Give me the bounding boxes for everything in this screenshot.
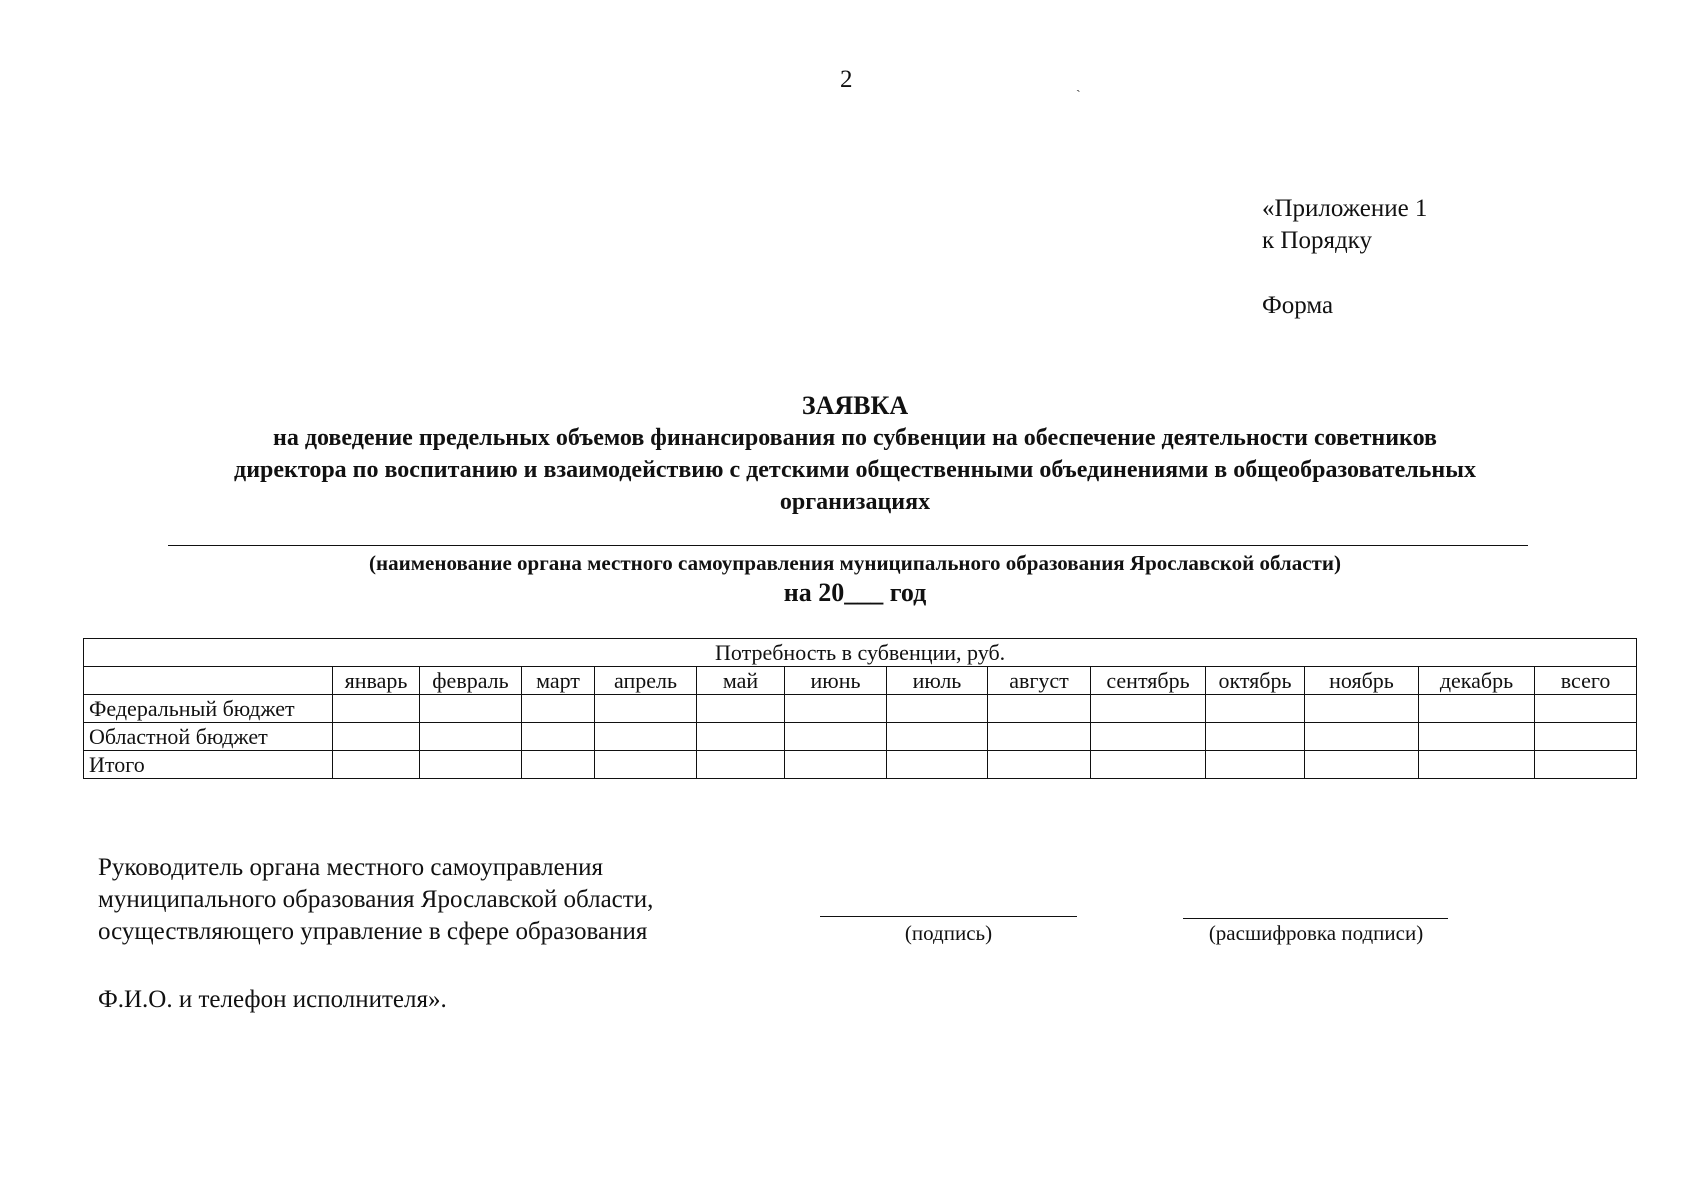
table-column-header: май (697, 667, 785, 695)
table-column-header: июнь (785, 667, 887, 695)
table-cell (887, 723, 988, 751)
table-cell (697, 723, 785, 751)
table-row-label: Федеральный бюджет (84, 695, 333, 723)
signer-line-3: осуществляющего управление в сфере образования (98, 918, 648, 945)
table-cell (420, 751, 522, 779)
table-cell (988, 751, 1091, 779)
table-cell (697, 695, 785, 723)
organization-name-line (168, 545, 1528, 546)
table-cell (333, 751, 420, 779)
table-cell (988, 723, 1091, 751)
table-cell (595, 723, 697, 751)
title-line-2: директора по воспитанию и взаимодействию с детскими общественными объединениями в общеобразовательных (234, 457, 1476, 483)
table-cell (1091, 723, 1206, 751)
title-line-3: организациях (779, 489, 931, 515)
table-cell (887, 751, 988, 779)
table-row-label: Итого (84, 751, 333, 779)
table-column-header: всего (1535, 667, 1637, 695)
table-cell (420, 723, 522, 751)
table-column-header: март (522, 667, 595, 695)
signer-block (98, 852, 653, 948)
table-month-header-row (84, 667, 1637, 695)
title-main: ЗАЯВКА (801, 391, 909, 420)
appendix-header (1262, 193, 1427, 322)
signature-decode-caption: (расшифровка подписи) (1208, 921, 1424, 945)
table-row (84, 695, 1637, 723)
table-cell (785, 695, 887, 723)
table-cell (522, 723, 595, 751)
page-number: 2 (840, 66, 853, 93)
executor-line: Ф.И.О. и телефон исполнителя». (98, 986, 447, 1013)
table-column-header: февраль (420, 667, 522, 695)
table-cell (785, 751, 887, 779)
table-cell (1305, 695, 1419, 723)
table-cell (333, 695, 420, 723)
signature-caption: (подпись) (904, 921, 993, 945)
table-cell (1206, 695, 1305, 723)
table-cell (595, 751, 697, 779)
table-column-header: январь (333, 667, 420, 695)
signer-line-1: Руководитель органа местного самоуправления (98, 854, 603, 881)
table-row (84, 751, 1637, 779)
table-group-header-row (84, 639, 1637, 667)
table-cell (988, 695, 1091, 723)
table-cell (785, 723, 887, 751)
organization-name-caption: (наименование органа местного самоуправления муниципального образования Ярославской области) (369, 551, 1341, 575)
table-cell (1305, 751, 1419, 779)
scan-mark: ˏ (1076, 78, 1081, 93)
table-column-header: июль (887, 667, 988, 695)
year-line: на 20___ год (783, 578, 927, 607)
table-cell (420, 695, 522, 723)
table-cell (1206, 723, 1305, 751)
table-cell (1535, 695, 1637, 723)
appendix-line-1: «Приложение 1 (1262, 195, 1428, 222)
signer-line-2: муниципального образования Ярославской области, (98, 886, 654, 913)
table-row (84, 723, 1637, 751)
table-cell (1535, 751, 1637, 779)
table-column-header: октябрь (1206, 667, 1305, 695)
table-cell (595, 695, 697, 723)
table-cell (1305, 723, 1419, 751)
signature-line (820, 916, 1077, 917)
table-cell (1206, 751, 1305, 779)
form-label: Форма (1262, 292, 1334, 319)
table-header-empty-cell (84, 667, 333, 695)
table-row-label: Областной бюджет (84, 723, 333, 751)
table-column-header: ноябрь (1305, 667, 1419, 695)
table-cell (333, 723, 420, 751)
table-column-header: апрель (595, 667, 697, 695)
table-column-header: август (988, 667, 1091, 695)
table-cell (1419, 723, 1535, 751)
table-cell (1419, 751, 1535, 779)
title-line-1: на доведение предельных объемов финансирования по субвенции на обеспечение деятельности советников (273, 425, 1437, 451)
table-cell (887, 695, 988, 723)
table-cell (697, 751, 785, 779)
document-title (90, 390, 1620, 518)
table-column-header: сентябрь (1091, 667, 1206, 695)
table-column-header: декабрь (1419, 667, 1535, 695)
table-cell (522, 695, 595, 723)
table-cell (1091, 751, 1206, 779)
appendix-line-2: к Порядку (1262, 227, 1372, 254)
table-cell (1535, 723, 1637, 751)
table-cell (1091, 695, 1206, 723)
subvention-needs-table (83, 638, 1637, 779)
table-cell (522, 751, 595, 779)
table-cell (1419, 695, 1535, 723)
signature-decode-line (1183, 918, 1448, 919)
table-group-header: Потребность в субвенции, руб. (84, 639, 1637, 667)
